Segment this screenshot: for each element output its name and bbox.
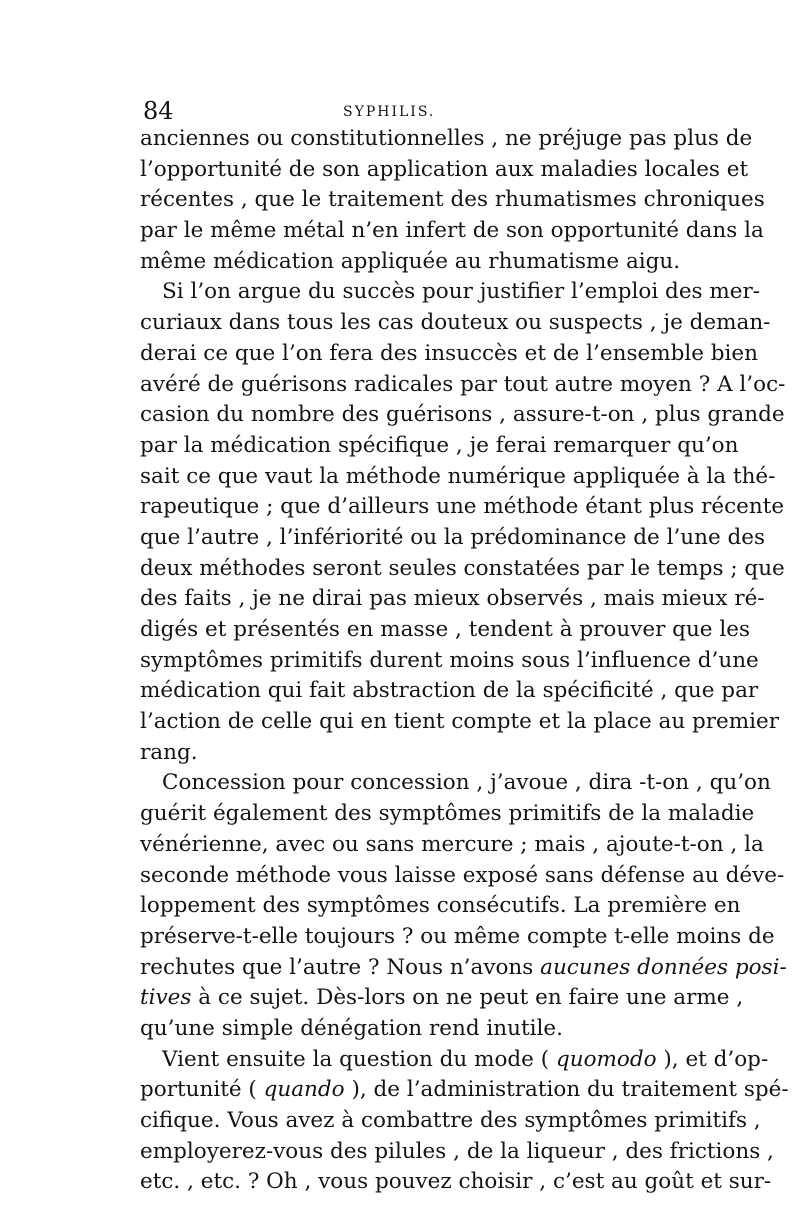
text-line: avéré de guérisons radicales par tout autre moyen ? A l’oc-	[140, 371, 786, 397]
text-line: que l’autre , l’infériorité ou la prédominance de l’une des	[140, 524, 766, 550]
text-line: préserve-t-elle toujours ? ou même compte t-elle moins de	[140, 923, 775, 949]
text-line: symptômes primitifs durent moins sous l’influence d’une	[140, 647, 759, 673]
text-line: Concession pour concession , j’avoue , dira -t-on , qu’on	[162, 770, 771, 796]
text-line: par la médication spécifique , je ferai remarquer qu’on	[140, 432, 739, 458]
text-line: derai ce que l’on fera des insuccès et de l’ensemble bien	[140, 340, 758, 366]
body-text	[140, 124, 789, 1198]
text-line: des faits , je ne dirai pas mieux observés , mais mieux ré-	[140, 586, 765, 612]
text-line: qu’une simple dénégation rend inutile.	[140, 1015, 563, 1041]
text-line: casion du nombre des guérisons , assure-t-on , plus grande	[140, 402, 785, 428]
text-line: rapeutique ; que d’ailleurs une méthode étant plus récente	[140, 494, 785, 520]
text-line: rang.	[140, 739, 198, 765]
text-line: deux méthodes seront seules constatées par le temps ; que	[140, 555, 785, 581]
text-line: cifique. Vous avez à combattre des symptômes primitifs ,	[140, 1108, 761, 1133]
text-line: loppement des symptômes consécutifs. La première en	[140, 893, 741, 919]
text-line: rechutes que l’autre ? Nous n’avons aucunes données posi-	[140, 954, 787, 980]
page-number: 84	[143, 97, 174, 125]
text-line: l’opportunité de son application aux maladies locales et	[140, 156, 749, 182]
text-line: etc. , etc. ? Oh , vous pouvez choisir , c’est au goût et sur-	[140, 1169, 772, 1195]
text-line: médication qui fait abstraction de la spécificité , que par	[140, 678, 759, 704]
text-line: même médication appliquée au rhumatisme aigu.	[140, 248, 681, 274]
text-line: récentes , que le traitement des rhumatismes chroniques	[140, 187, 765, 213]
text-line: anciennes ou constitutionnelles , ne préjuge pas plus de	[140, 126, 753, 151]
text-line: Vient ensuite la question du mode ( quomodo ), et d’op-	[162, 1046, 769, 1072]
text-line: guérit également des symptômes primitifs de la maladie	[140, 801, 755, 827]
text-line: curiaux dans tous les cas douteux ou suspects , je deman-	[140, 310, 771, 336]
text-line: employerez-vous des pilules , de la liqueur , des frictions ,	[140, 1138, 774, 1164]
text-line: seconde méthode vous laisse exposé sans défense au déve-	[140, 862, 785, 888]
text-line: sait ce que vaut la méthode numérique appliquée à la thé-	[140, 463, 776, 489]
text-line: digés et présentés en masse , tendent à prouver que les	[140, 617, 750, 642]
text-line: l’action de celle qui en tient compte et la place au premier	[140, 709, 780, 735]
running-title: SYPHILIS.	[343, 104, 436, 120]
text-line: Si l’on argue du succès pour justifier l’emploi des mer-	[162, 279, 761, 305]
text-line: vénérienne, avec ou sans mercure ; mais , ajoute-t-on , la	[140, 831, 764, 857]
text-line: par le même métal n’en infert de son opportunité dans la	[140, 218, 764, 244]
text-line: portunité ( quando ), de l’administration du traitement spé-	[140, 1077, 789, 1103]
page-header	[143, 96, 673, 126]
text-line: tives à ce sujet. Dès-lors on ne peut en faire une arme ,	[140, 985, 744, 1011]
